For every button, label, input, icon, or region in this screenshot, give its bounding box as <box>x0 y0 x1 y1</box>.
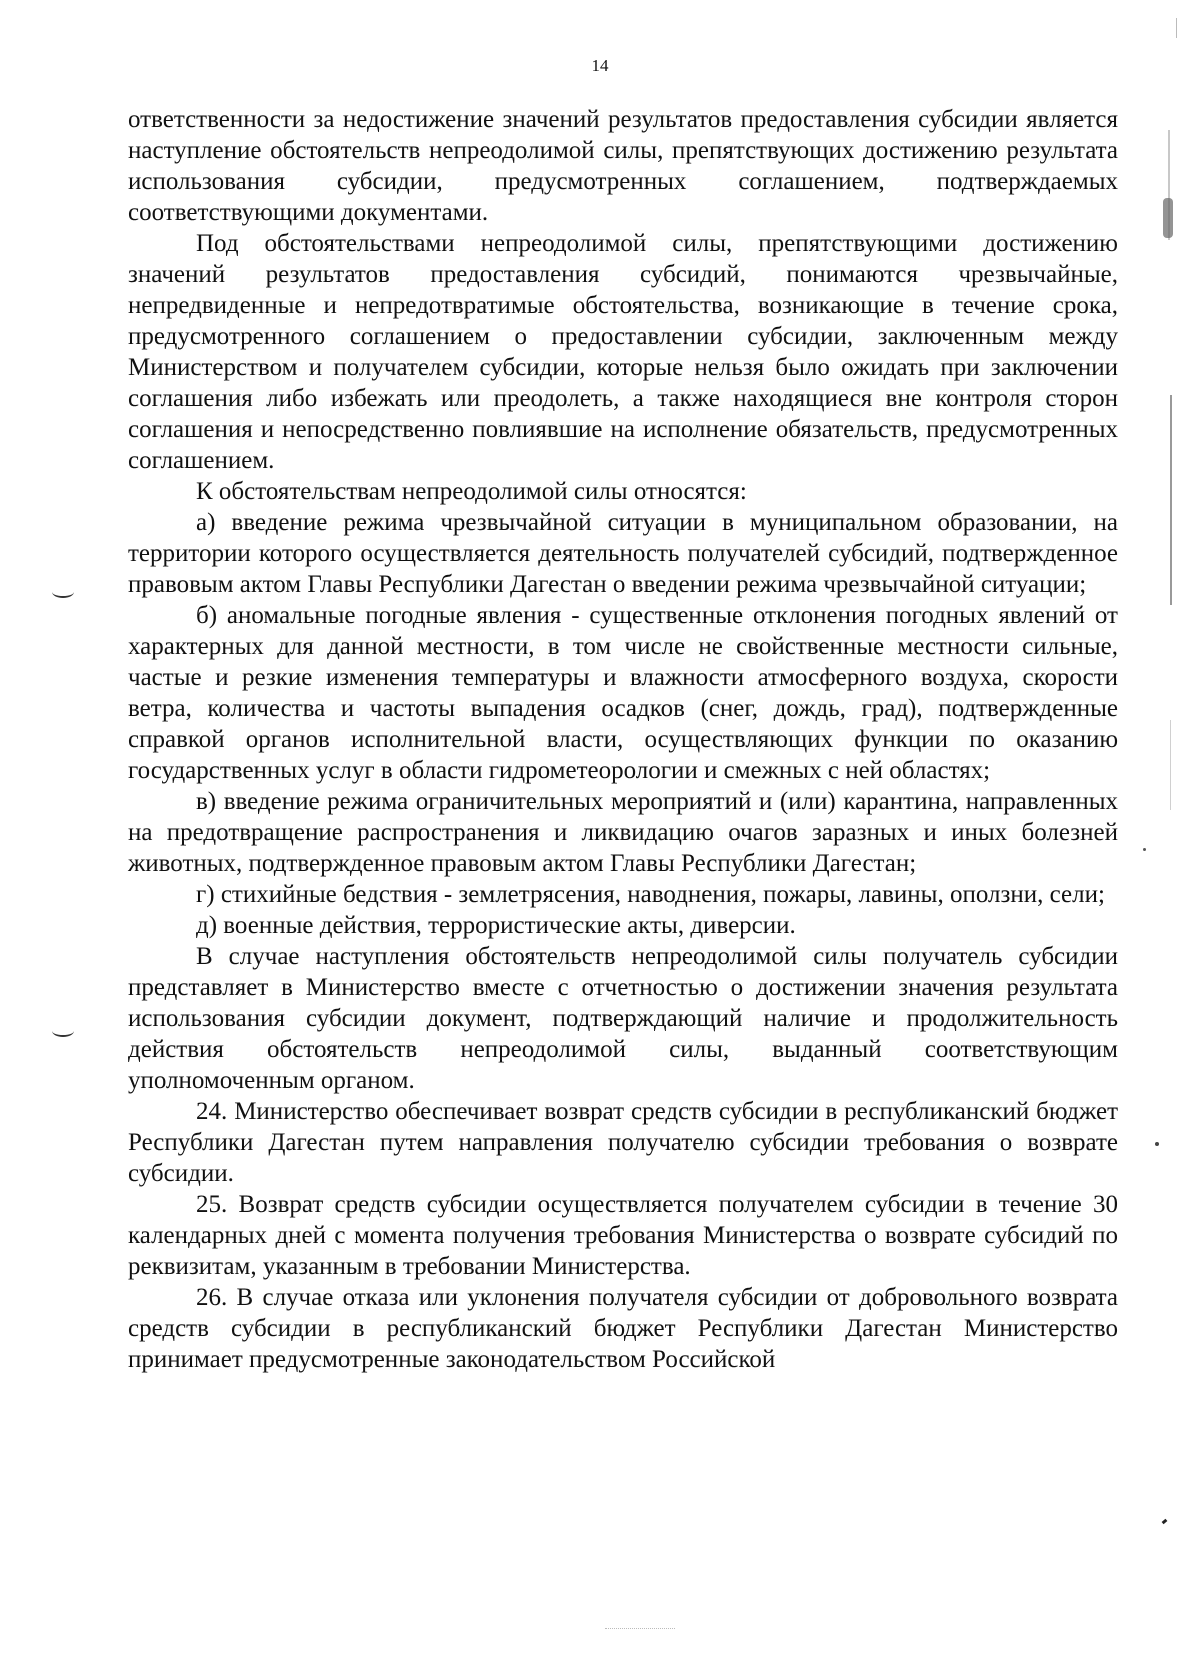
paragraph-reporting: В случае наступления обстоятельств непреодолимой силы получатель субсидии представляет в Министерство вместе с отчетностью о достижении значения результата использования субсидии документ, подтверждающий наличие и продолжительность действия обстоятельств непреодолимой силы, выданный соответствующим уполномоченным органом. <box>128 943 1118 1094</box>
scan-artifact <box>1143 848 1146 851</box>
clause-24: 24. Министерство обеспечивает возврат средств субсидии в республиканский бюджет Республики Дагестан путем направления получателю субсидии требования о возврате субсидии. <box>128 1098 1118 1187</box>
binding-hole-mark <box>52 1025 74 1037</box>
paragraph-force-majeure-list-intro: К обстоятельствам непреодолимой силы относятся: <box>196 478 747 505</box>
clause-25: 25. Возврат средств субсидии осуществляется получателем субсидии в течение 30 календарных дней с момента получения требования Министерства о возврате субсидий по реквизитам, указанным в требовании Министерства. <box>128 1191 1118 1280</box>
list-item-b: б) аномальные погодные явления - существенные отклонения погодных явлений от характерных для данной местности, в том числе не свойственные местности сильные, частые и резкие изменения температуры и влажности атмосферного воздуха, скорости ветра, количества и частоты выпадения осадков (снег, дождь, град), подтвержденные справкой органов исполнительной власти, осуществляющих функции по оказанию государственных услуг в области гидрометеорологии и смежных с ней областях; <box>128 602 1118 784</box>
document-body <box>128 104 1118 1375</box>
page-number: 14 <box>591 56 609 75</box>
scan-artifact <box>1163 198 1173 238</box>
paragraph-force-majeure-definition: Под обстоятельствами непреодолимой силы, препятствующими достижению значений результатов предоставления субсидий, понимаются чрезвычайные, непредвиденные и непредотвратимые обстоятельства, возникающие в течение срока, предусмотренного соглашением о предоставлении субсидии, заключенным между Министерством и получателем субсидии, которые нельзя было ожидать при заключении соглашения либо избежать или преодолеть, а также находящиеся вне контроля сторон соглашения и непосредственно повлиявшие на исполнение обязательств, предусмотренных соглашением. <box>128 230 1118 474</box>
binding-hole-mark <box>52 586 74 598</box>
list-item-v: в) введение режима ограничительных мероприятий и (или) карантина, направленных на предотвращение распространения и ликвидацию очагов заразных и иных болезней животных, подтвержденное правовым актом Главы Республики Дагестан; <box>128 788 1118 877</box>
paragraph-continuation: ответственности за недостижение значений результатов предоставления субсидии является наступление обстоятельств непреодолимой силы, препятствующих достижению результата использования субсидии, предусмотренных соглашением, подтверждаемых соответствующими документами. <box>128 106 1118 226</box>
scan-artifact <box>1162 1519 1168 1525</box>
scan-artifact <box>605 1628 675 1630</box>
list-item-g: г) стихийные бедствия - землетрясения, наводнения, пожары, лавины, оползни, сели; <box>196 881 1105 908</box>
scan-artifact <box>1176 18 1177 38</box>
scan-artifact <box>1170 720 1171 810</box>
clause-26: 26. В случае отказа или уклонения получателя субсидии от добровольного возврата средств субсидии в республиканский бюджет Республики Дагестан Министерство принимает предусмотренные законодательством Российской <box>128 1284 1118 1373</box>
list-item-d: д) военные действия, террористические акты, диверсии. <box>196 912 796 939</box>
list-item-a: а) введение режима чрезвычайной ситуации в муниципальном образовании, на территории которого осуществляется деятельность получателей субсидий, подтвержденное правовым актом Главы Республики Дагестан о введении режима чрезвычайной ситуации; <box>128 509 1118 598</box>
scan-artifact <box>1170 395 1172 605</box>
scan-artifact <box>1155 1142 1159 1146</box>
